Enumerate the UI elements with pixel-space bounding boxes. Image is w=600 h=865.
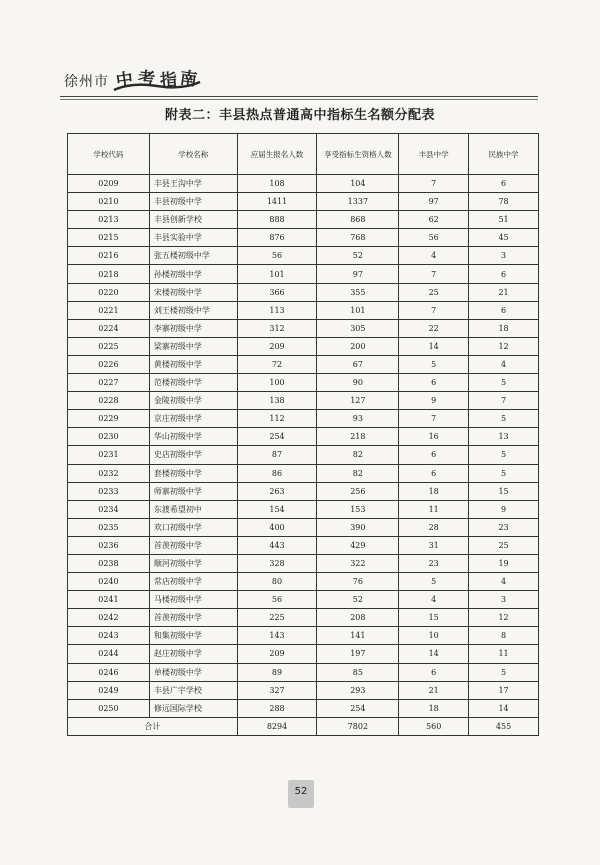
cell-eligible: 1337 bbox=[317, 193, 399, 211]
cell-code: 0236 bbox=[68, 536, 150, 554]
cell-eligible: 868 bbox=[317, 211, 399, 229]
total-cell-eligible: 7802 bbox=[317, 717, 399, 735]
cell-eligible: 390 bbox=[317, 518, 399, 536]
cell-fengxian: 6 bbox=[399, 446, 469, 464]
table-row bbox=[68, 500, 539, 518]
cell-applicants: 225 bbox=[237, 609, 317, 627]
cell-name: 马楼初级中学 bbox=[149, 591, 237, 609]
cell-name: 金陵初级中学 bbox=[149, 392, 237, 410]
table-total-row bbox=[68, 717, 539, 735]
cell-name: 黄楼初级中学 bbox=[149, 355, 237, 373]
cell-name: 宋楼初级中学 bbox=[149, 283, 237, 301]
cell-eligible: 76 bbox=[317, 573, 399, 591]
header-rule bbox=[60, 96, 538, 97]
brand-char-1: 中 bbox=[114, 69, 135, 92]
table-row bbox=[68, 699, 539, 717]
cell-applicants: 56 bbox=[237, 591, 317, 609]
table-row bbox=[68, 247, 539, 265]
cell-name: 常店初级中学 bbox=[149, 573, 237, 591]
cell-name: 刘王楼初级中学 bbox=[149, 301, 237, 319]
cell-eligible: 355 bbox=[317, 283, 399, 301]
cell-applicants: 108 bbox=[237, 175, 317, 193]
cell-code: 0241 bbox=[68, 591, 150, 609]
cell-eligible: 200 bbox=[317, 337, 399, 355]
col-header-name: 学校名称 bbox=[149, 134, 237, 175]
cell-fengxian: 14 bbox=[399, 645, 469, 663]
cell-code: 0240 bbox=[68, 573, 150, 591]
cell-minzu: 21 bbox=[469, 283, 539, 301]
cell-minzu: 4 bbox=[469, 573, 539, 591]
cell-fengxian: 25 bbox=[399, 283, 469, 301]
cell-code: 0227 bbox=[68, 374, 150, 392]
cell-eligible: 208 bbox=[317, 609, 399, 627]
cell-minzu: 5 bbox=[469, 374, 539, 392]
cell-name: 首羡初级中学 bbox=[149, 609, 237, 627]
cell-code: 0246 bbox=[68, 663, 150, 681]
cell-code: 0210 bbox=[68, 193, 150, 211]
cell-minzu: 3 bbox=[469, 591, 539, 609]
cell-minzu: 7 bbox=[469, 392, 539, 410]
cell-fengxian: 4 bbox=[399, 591, 469, 609]
brand-logo bbox=[112, 60, 202, 98]
cell-fengxian: 5 bbox=[399, 573, 469, 591]
cell-applicants: 72 bbox=[237, 355, 317, 373]
table-row bbox=[68, 627, 539, 645]
cell-code: 0232 bbox=[68, 464, 150, 482]
col-header-fengxian: 丰县中学 bbox=[399, 134, 469, 175]
cell-name: 孙楼初级中学 bbox=[149, 265, 237, 283]
table-row bbox=[68, 211, 539, 229]
table-row bbox=[68, 355, 539, 373]
cell-name: 修远国际学校 bbox=[149, 699, 237, 717]
cell-eligible: 218 bbox=[317, 428, 399, 446]
cell-applicants: 89 bbox=[237, 663, 317, 681]
cell-applicants: 263 bbox=[237, 482, 317, 500]
cell-minzu: 45 bbox=[469, 229, 539, 247]
cell-minzu: 5 bbox=[469, 410, 539, 428]
cell-name: 京庄初级中学 bbox=[149, 410, 237, 428]
cell-minzu: 51 bbox=[469, 211, 539, 229]
cell-minzu: 17 bbox=[469, 681, 539, 699]
cell-code: 0221 bbox=[68, 301, 150, 319]
cell-fengxian: 97 bbox=[399, 193, 469, 211]
cell-minzu: 15 bbox=[469, 482, 539, 500]
cell-code: 0233 bbox=[68, 482, 150, 500]
table-row bbox=[68, 392, 539, 410]
cell-code: 0213 bbox=[68, 211, 150, 229]
cell-eligible: 52 bbox=[317, 591, 399, 609]
cell-name: 李寨初级中学 bbox=[149, 319, 237, 337]
cell-fengxian: 10 bbox=[399, 627, 469, 645]
table-row bbox=[68, 609, 539, 627]
cell-code: 0224 bbox=[68, 319, 150, 337]
table-row bbox=[68, 446, 539, 464]
cell-name: 史店初级中学 bbox=[149, 446, 237, 464]
cell-eligible: 197 bbox=[317, 645, 399, 663]
cell-name: 东渡希望初中 bbox=[149, 500, 237, 518]
cell-fengxian: 15 bbox=[399, 609, 469, 627]
cell-eligible: 254 bbox=[317, 699, 399, 717]
cell-code: 0242 bbox=[68, 609, 150, 627]
cell-minzu: 6 bbox=[469, 175, 539, 193]
cell-name: 丰县实验中学 bbox=[149, 229, 237, 247]
cell-minzu: 13 bbox=[469, 428, 539, 446]
cell-fengxian: 11 bbox=[399, 500, 469, 518]
cell-code: 0250 bbox=[68, 699, 150, 717]
cell-fengxian: 18 bbox=[399, 482, 469, 500]
cell-code: 0230 bbox=[68, 428, 150, 446]
cell-fengxian: 31 bbox=[399, 536, 469, 554]
table-header-row bbox=[68, 134, 539, 175]
cell-name: 华山初级中学 bbox=[149, 428, 237, 446]
cell-minzu: 25 bbox=[469, 536, 539, 554]
table-row bbox=[68, 283, 539, 301]
cell-applicants: 400 bbox=[237, 518, 317, 536]
cell-applicants: 888 bbox=[237, 211, 317, 229]
cell-eligible: 85 bbox=[317, 663, 399, 681]
table-row bbox=[68, 536, 539, 554]
cell-fengxian: 62 bbox=[399, 211, 469, 229]
table-row bbox=[68, 319, 539, 337]
cell-eligible: 97 bbox=[317, 265, 399, 283]
cell-fengxian: 7 bbox=[399, 301, 469, 319]
cell-applicants: 138 bbox=[237, 392, 317, 410]
cell-eligible: 256 bbox=[317, 482, 399, 500]
cell-name: 丰县初级中学 bbox=[149, 193, 237, 211]
table-row bbox=[68, 428, 539, 446]
table-row bbox=[68, 591, 539, 609]
total-label: 合计 bbox=[68, 717, 238, 735]
cell-code: 0225 bbox=[68, 337, 150, 355]
cell-eligible: 141 bbox=[317, 627, 399, 645]
cell-minzu: 12 bbox=[469, 609, 539, 627]
cell-minzu: 5 bbox=[469, 464, 539, 482]
quota-table bbox=[67, 133, 539, 736]
cell-fengxian: 23 bbox=[399, 554, 469, 572]
cell-eligible: 429 bbox=[317, 536, 399, 554]
cell-eligible: 305 bbox=[317, 319, 399, 337]
table-row bbox=[68, 374, 539, 392]
cell-eligible: 322 bbox=[317, 554, 399, 572]
cell-eligible: 82 bbox=[317, 446, 399, 464]
cell-fengxian: 22 bbox=[399, 319, 469, 337]
cell-applicants: 87 bbox=[237, 446, 317, 464]
cell-fengxian: 7 bbox=[399, 175, 469, 193]
cell-code: 0220 bbox=[68, 283, 150, 301]
cell-fengxian: 18 bbox=[399, 699, 469, 717]
cell-fengxian: 4 bbox=[399, 247, 469, 265]
cell-minzu: 3 bbox=[469, 247, 539, 265]
table-row bbox=[68, 301, 539, 319]
cell-minzu: 6 bbox=[469, 301, 539, 319]
col-header-code: 学校代码 bbox=[68, 134, 150, 175]
cell-name: 单楼初级中学 bbox=[149, 663, 237, 681]
cell-fengxian: 28 bbox=[399, 518, 469, 536]
cell-applicants: 112 bbox=[237, 410, 317, 428]
cell-code: 0215 bbox=[68, 229, 150, 247]
cell-code: 0226 bbox=[68, 355, 150, 373]
cell-name: 首羡初级中学 bbox=[149, 536, 237, 554]
cell-applicants: 876 bbox=[237, 229, 317, 247]
cell-minzu: 6 bbox=[469, 265, 539, 283]
cell-eligible: 82 bbox=[317, 464, 399, 482]
cell-fengxian: 16 bbox=[399, 428, 469, 446]
cell-applicants: 143 bbox=[237, 627, 317, 645]
table-row bbox=[68, 554, 539, 572]
cell-name: 师寨初级中学 bbox=[149, 482, 237, 500]
header-rule-thin bbox=[60, 99, 538, 100]
cell-applicants: 443 bbox=[237, 536, 317, 554]
cell-minzu: 14 bbox=[469, 699, 539, 717]
page-number: 52 bbox=[294, 786, 308, 797]
table-row bbox=[68, 229, 539, 247]
cell-code: 0209 bbox=[68, 175, 150, 193]
cell-minzu: 5 bbox=[469, 446, 539, 464]
cell-fengxian: 21 bbox=[399, 681, 469, 699]
cell-code: 0231 bbox=[68, 446, 150, 464]
cell-code: 0218 bbox=[68, 265, 150, 283]
table-row bbox=[68, 410, 539, 428]
cell-applicants: 86 bbox=[237, 464, 317, 482]
cell-fengxian: 6 bbox=[399, 464, 469, 482]
cell-minzu: 12 bbox=[469, 337, 539, 355]
cell-eligible: 127 bbox=[317, 392, 399, 410]
cell-applicants: 154 bbox=[237, 500, 317, 518]
cell-eligible: 93 bbox=[317, 410, 399, 428]
cell-applicants: 80 bbox=[237, 573, 317, 591]
total-cell-applicants: 8294 bbox=[237, 717, 317, 735]
cell-applicants: 101 bbox=[237, 265, 317, 283]
cell-code: 0234 bbox=[68, 500, 150, 518]
cell-code: 0238 bbox=[68, 554, 150, 572]
cell-fengxian: 5 bbox=[399, 355, 469, 373]
table-row bbox=[68, 337, 539, 355]
header-city: 徐州市 bbox=[64, 74, 109, 90]
cell-eligible: 101 bbox=[317, 301, 399, 319]
cell-applicants: 327 bbox=[237, 681, 317, 699]
cell-fengxian: 7 bbox=[399, 410, 469, 428]
cell-eligible: 293 bbox=[317, 681, 399, 699]
cell-applicants: 209 bbox=[237, 337, 317, 355]
table-row bbox=[68, 681, 539, 699]
cell-code: 0249 bbox=[68, 681, 150, 699]
cell-applicants: 312 bbox=[237, 319, 317, 337]
table-row bbox=[68, 175, 539, 193]
cell-eligible: 90 bbox=[317, 374, 399, 392]
cell-eligible: 153 bbox=[317, 500, 399, 518]
col-header-eligible: 享受指标生资格人数 bbox=[317, 134, 399, 175]
cell-name: 顺河初级中学 bbox=[149, 554, 237, 572]
table-row bbox=[68, 645, 539, 663]
cell-name: 范楼初级中学 bbox=[149, 374, 237, 392]
table-row bbox=[68, 265, 539, 283]
cell-minzu: 5 bbox=[469, 663, 539, 681]
cell-minzu: 78 bbox=[469, 193, 539, 211]
brand-char-3: 指 bbox=[159, 70, 178, 92]
cell-eligible: 768 bbox=[317, 229, 399, 247]
table-row bbox=[68, 663, 539, 681]
cell-name: 和集初级中学 bbox=[149, 627, 237, 645]
cell-name: 梁寨初级中学 bbox=[149, 337, 237, 355]
cell-applicants: 366 bbox=[237, 283, 317, 301]
cell-fengxian: 9 bbox=[399, 392, 469, 410]
cell-fengxian: 56 bbox=[399, 229, 469, 247]
cell-name: 丰县创新学校 bbox=[149, 211, 237, 229]
col-header-applicants: 应届生报名人数 bbox=[237, 134, 317, 175]
cell-code: 0229 bbox=[68, 410, 150, 428]
cell-applicants: 100 bbox=[237, 374, 317, 392]
cell-fengxian: 14 bbox=[399, 337, 469, 355]
cell-name: 套楼初级中学 bbox=[149, 464, 237, 482]
cell-applicants: 209 bbox=[237, 645, 317, 663]
table-row bbox=[68, 482, 539, 500]
cell-minzu: 11 bbox=[469, 645, 539, 663]
cell-name: 丰县王沟中学 bbox=[149, 175, 237, 193]
cell-minzu: 18 bbox=[469, 319, 539, 337]
cell-applicants: 1411 bbox=[237, 193, 317, 211]
cell-code: 0243 bbox=[68, 627, 150, 645]
cell-fengxian: 6 bbox=[399, 663, 469, 681]
cell-eligible: 67 bbox=[317, 355, 399, 373]
cell-name: 丰县广宇学校 bbox=[149, 681, 237, 699]
col-header-minzu: 民族中学 bbox=[469, 134, 539, 175]
cell-code: 0216 bbox=[68, 247, 150, 265]
cell-name: 赵庄初级中学 bbox=[149, 645, 237, 663]
cell-applicants: 254 bbox=[237, 428, 317, 446]
page-title: 附表二：丰县热点普通高中指标生名额分配表 bbox=[164, 108, 435, 123]
cell-applicants: 288 bbox=[237, 699, 317, 717]
table-row bbox=[68, 193, 539, 211]
cell-fengxian: 7 bbox=[399, 265, 469, 283]
table-row bbox=[68, 518, 539, 536]
brand-char-2: 考 bbox=[136, 68, 156, 91]
cell-minzu: 19 bbox=[469, 554, 539, 572]
cell-code: 0244 bbox=[68, 645, 150, 663]
cell-name: 欢口初级中学 bbox=[149, 518, 237, 536]
total-cell-fengxian: 560 bbox=[399, 717, 469, 735]
cell-fengxian: 6 bbox=[399, 374, 469, 392]
cell-minzu: 4 bbox=[469, 355, 539, 373]
cell-minzu: 23 bbox=[469, 518, 539, 536]
cell-eligible: 52 bbox=[317, 247, 399, 265]
brand-char-4: 南 bbox=[178, 68, 199, 91]
cell-code: 0235 bbox=[68, 518, 150, 536]
cell-eligible: 104 bbox=[317, 175, 399, 193]
cell-minzu: 8 bbox=[469, 627, 539, 645]
cell-minzu: 9 bbox=[469, 500, 539, 518]
cell-code: 0228 bbox=[68, 392, 150, 410]
cell-applicants: 113 bbox=[237, 301, 317, 319]
table-row bbox=[68, 573, 539, 591]
cell-applicants: 56 bbox=[237, 247, 317, 265]
total-cell-minzu: 455 bbox=[469, 717, 539, 735]
cell-applicants: 328 bbox=[237, 554, 317, 572]
table-row bbox=[68, 464, 539, 482]
cell-name: 张五楼初级中学 bbox=[149, 247, 237, 265]
